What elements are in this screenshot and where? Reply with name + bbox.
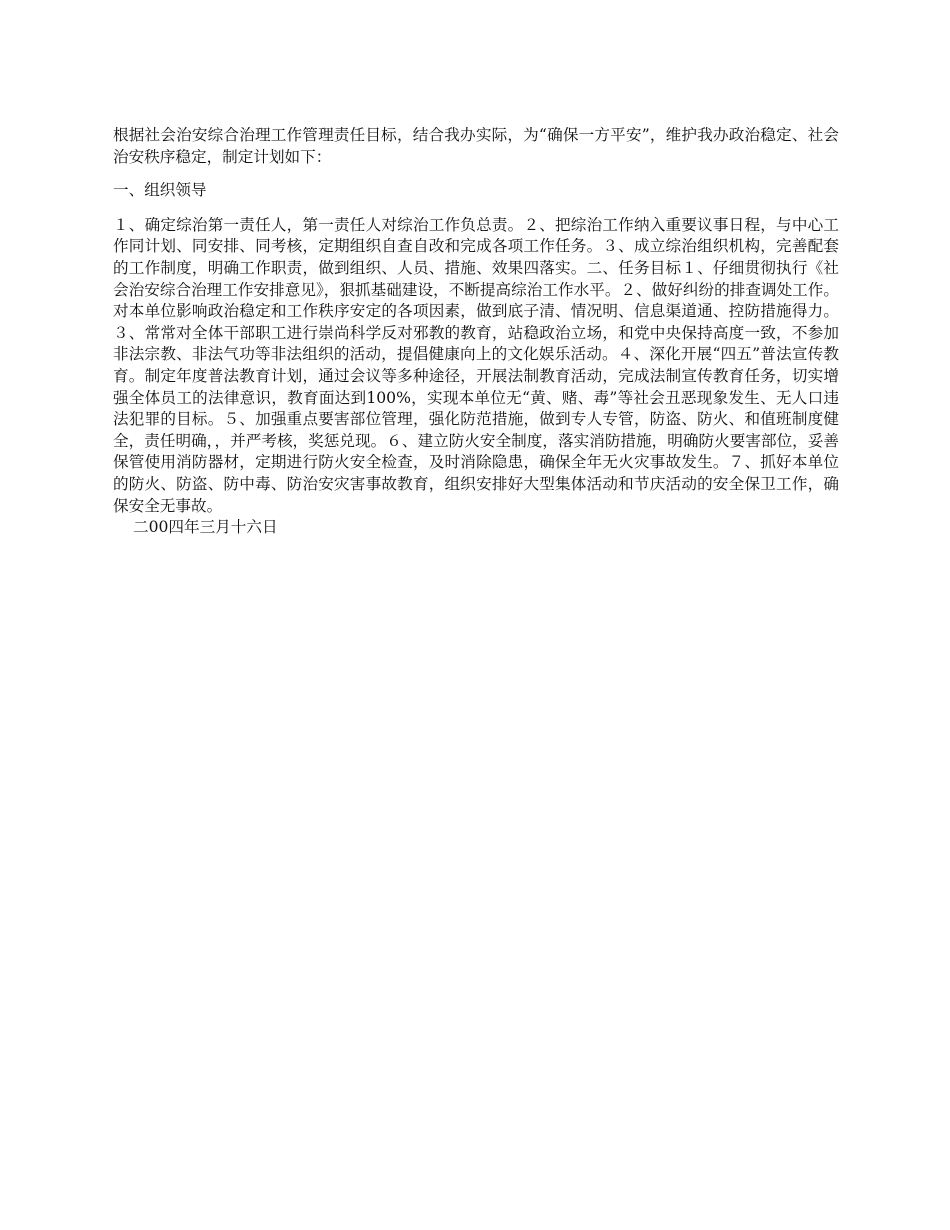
intro-paragraph: 根据社会治安综合治理工作管理责任目标，结合我办实际，为“确保一方平安”，维护我办政治稳定、社会治安秩序稳定，制定计划如下： (113, 126, 839, 166)
date-line: 二00四年三月十六日 (133, 518, 278, 537)
document-page (113, 125, 839, 539)
section-heading: 一、组织领导 (113, 181, 207, 200)
body-paragraph: １、确定综治第一责任人，第一责任人对综治工作负总责。２、把综治工作纳入重要议事日程，与中心工作同计划、同安排、同考核，定期组织自查自改和完成各项工作任务。３、成立综治组织机构，完善配套的工作制度，明确工作职责，做到组织、人员、措施、效果四落实。二、任务目标１、仔细贯彻执行《社会治安综合治理工作安排意见》，狠抓基础建设，不断提高综治工作水平。２、做好纠纷的排查调处工作。对本单位影响政治稳定和工作秩序安定的各项因素，做到底子清、情况明、信息渠道通、控防措施得力。３、常常对全体干部职工进行崇尚科学反对邪教的教育，站稳政治立场，和党中央保持高度一致，不参加非法宗教、非法气功等非法组织的活动，提倡健康向上的文化娱乐活动。４、深化开展“四五”普法宣传教育。制定年度普法教育计划，通过会议等多种途径，开展法制教育活动，完成法制宣传教育任务，切实增强全体员工的法律意识，教育面达到100%，实现本单位无“黄、赌、毒”等社会丑恶现象发生、无人口违法犯罪的目标。５、加强重点要害部位管理，强化防范措施，做到专人专管，防盗、防火、和值班制度健全，责任明确，，并严考核，奖惩兑现。６、建立防火安全制度，落实消防措施，明确防火要害部位，妥善保管使用消防器材，定期进行防火安全检查，及时消除隐患，确保全年无火灾事故发生。７、抓好本单位的防火、防盗、防中毒、防治安灾害事故教育，组织安排好大型集体活动和节庆活动的安全保卫工作，确保安全无事故。 (113, 215, 839, 515)
